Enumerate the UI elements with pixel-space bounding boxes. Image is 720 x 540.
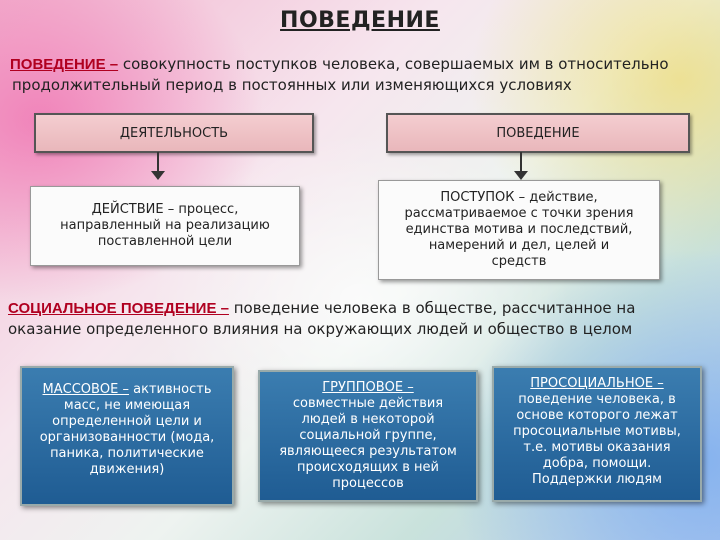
card-line: добра, помощи. — [542, 456, 652, 471]
activity-header-box — [34, 113, 314, 153]
card-line: определенной цели и — [52, 414, 202, 429]
behavior-header-label: ПОВЕДЕНИЕ — [496, 125, 580, 141]
card-line: организованности (мода, — [39, 430, 215, 445]
card-line: людей в некоторой — [301, 412, 435, 427]
card-title: ГРУППОВОЕ – — [322, 380, 414, 395]
card-title: ПРОСОЦИАЛЬНОЕ – — [530, 376, 664, 391]
definition-text-1: совокупность поступков человека, совершаемых им в относительно — [118, 55, 669, 73]
card-body-first: активность — [129, 382, 212, 397]
card-line: т.е. мотивы оказания — [523, 440, 671, 455]
action-line-1: ДЕЙСТВИЕ – процесс, — [91, 202, 239, 217]
social-text-2: оказание определенного влияния на окружающих людей и общество в целом — [8, 320, 633, 338]
card-line: процессов — [332, 476, 404, 491]
prosocial-behavior-card — [492, 366, 702, 502]
card-line: основе которого лежат — [516, 408, 678, 423]
card-line: просоциальные мотивы, — [513, 424, 681, 439]
deed-box — [378, 180, 660, 280]
deed-line-1: ПОСТУПОК – действие, — [440, 190, 598, 205]
card-line: социальной группе, — [299, 428, 437, 443]
deed-line-5: средств — [491, 254, 547, 269]
action-line-3: поставленной цели — [97, 234, 233, 249]
deed-line-3: единства мотива и последствий, — [405, 222, 633, 237]
arrow-down-icon — [514, 171, 528, 180]
social-text-1: поведение человека в обществе, рассчитанное на — [228, 299, 636, 317]
definition-term: ПОВЕДЕНИЕ – — [10, 56, 119, 73]
card-line: являющееся результатом — [279, 444, 457, 459]
mass-behavior-card — [20, 366, 234, 506]
behavior-header-box — [386, 113, 690, 153]
behavior-definition — [10, 54, 716, 96]
action-line-2: направленный на реализацию — [60, 218, 270, 233]
social-term: СОЦИАЛЬНОЕ ПОВЕДЕНИЕ – — [8, 300, 229, 317]
deed-line-2: рассматриваемое с точки зрения — [404, 206, 634, 221]
group-behavior-card — [258, 370, 478, 502]
activity-header-label: ДЕЯТЕЛЬНОСТЬ — [119, 125, 229, 141]
arrow-down-icon — [151, 171, 165, 180]
card-line: совместные действия — [292, 396, 444, 411]
card-line: паника, политические — [50, 446, 204, 461]
action-box — [30, 186, 300, 266]
page-title: ПОВЕДЕНИЕ — [280, 8, 440, 33]
deed-line-4: намерений и дел, целей и — [428, 238, 610, 253]
arrow-left-stem — [157, 152, 159, 172]
card-line: Поддержки людям — [532, 472, 662, 487]
card-line: движения) — [89, 462, 165, 477]
card-line: происходящих в ней — [296, 460, 440, 475]
card-title: МАССОВОЕ – — [42, 382, 130, 397]
arrow-right-stem — [520, 152, 522, 172]
social-behavior-definition — [8, 298, 716, 340]
card-line: поведение человека, в — [518, 392, 676, 407]
definition-text-2: продолжительный период в постоянных или изменяющихся условиях — [12, 76, 572, 94]
card-line: масс, не имеющая — [63, 398, 191, 413]
